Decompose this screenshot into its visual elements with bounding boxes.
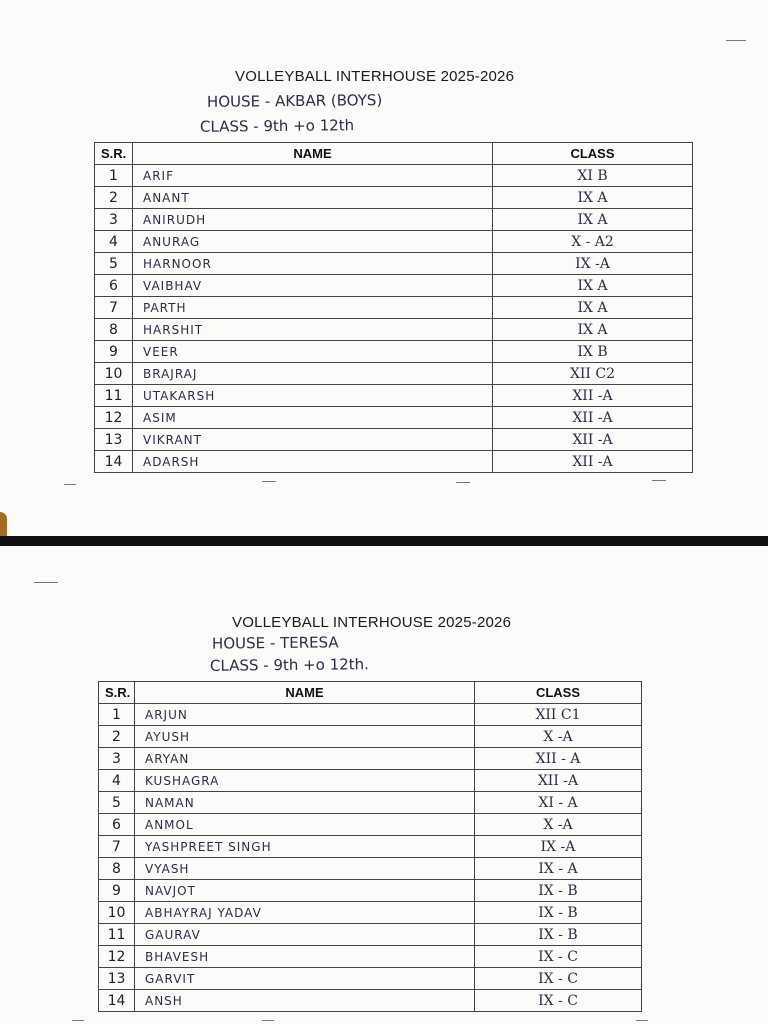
name-cell: ANANT: [133, 187, 493, 209]
table-row: [99, 990, 642, 1012]
pen-mark: [262, 1020, 274, 1021]
class-cell: XII -A: [493, 407, 693, 429]
header-class: CLASS: [493, 143, 693, 165]
sr-cell: 3: [99, 748, 135, 770]
class-cell: XII C1: [475, 704, 642, 726]
sr-cell: 5: [95, 253, 133, 275]
class-cell: XII -A: [493, 451, 693, 473]
pen-mark: [636, 1020, 648, 1021]
class-cell: IX A: [493, 209, 693, 231]
name-cell: AYUSH: [135, 726, 475, 748]
name-cell: VIKRANT: [133, 429, 493, 451]
name-cell: BRAJRAJ: [133, 363, 493, 385]
class-cell: IX - B: [475, 902, 642, 924]
name-cell: KUSHAGRA: [135, 770, 475, 792]
class-cell: IX -A: [475, 836, 642, 858]
name-cell: PARTH: [133, 297, 493, 319]
name-cell: ANMOL: [135, 814, 475, 836]
pen-mark: [726, 40, 746, 41]
class-cell: XI - A: [475, 792, 642, 814]
header-sr: S.R.: [99, 682, 135, 704]
sr-cell: 1: [95, 165, 133, 187]
pen-mark: [262, 481, 276, 482]
table-row: [95, 187, 693, 209]
class-cell: XII - A: [475, 748, 642, 770]
sr-cell: 7: [99, 836, 135, 858]
sr-cell: 10: [95, 363, 133, 385]
sr-cell: 14: [99, 990, 135, 1012]
table-row: [99, 770, 642, 792]
header-name: NAME: [135, 682, 475, 704]
table-row: [99, 924, 642, 946]
class-cell: IX A: [493, 275, 693, 297]
name-cell: ARJUN: [135, 704, 475, 726]
sr-cell: 4: [95, 231, 133, 253]
pen-mark: [456, 482, 470, 483]
sr-cell: 13: [95, 429, 133, 451]
table-header-row: [99, 682, 642, 704]
sr-cell: 11: [99, 924, 135, 946]
class-cell: XII C2: [493, 363, 693, 385]
table-row: [95, 407, 693, 429]
class-cell: IX -A: [493, 253, 693, 275]
sr-cell: 3: [95, 209, 133, 231]
table-row: [95, 451, 693, 473]
name-cell: ADARSH: [133, 451, 493, 473]
sr-cell: 4: [99, 770, 135, 792]
table-row: [95, 231, 693, 253]
table-row: [95, 253, 693, 275]
class-cell: IX A: [493, 319, 693, 341]
header-name: NAME: [133, 143, 493, 165]
table-row: [95, 319, 693, 341]
table-row: [99, 946, 642, 968]
roster-table: [98, 681, 642, 1012]
sr-cell: 9: [95, 341, 133, 363]
class-cell: IX B: [493, 341, 693, 363]
sr-cell: 13: [99, 968, 135, 990]
header-class: CLASS: [475, 682, 642, 704]
sr-cell: 5: [99, 792, 135, 814]
sr-cell: 8: [99, 858, 135, 880]
sr-cell: 12: [99, 946, 135, 968]
sr-cell: 6: [99, 814, 135, 836]
class-cell: IX - B: [475, 924, 642, 946]
class-cell: XII -A: [475, 770, 642, 792]
class-cell: IX A: [493, 187, 693, 209]
name-cell: ABHAYRAJ YADAV: [135, 902, 475, 924]
class-cell: IX - A: [475, 858, 642, 880]
table-row: [95, 341, 693, 363]
class-cell: X - A2: [493, 231, 693, 253]
name-cell: YASHPREET SINGH: [135, 836, 475, 858]
name-cell: ANIRUDH: [133, 209, 493, 231]
house-line: HOUSE - AKBAR (BOYS): [206, 91, 383, 111]
class-cell: XII -A: [493, 429, 693, 451]
sr-cell: 9: [99, 880, 135, 902]
sheet-title: VOLLEYBALL INTERHOUSE 2025-2026: [232, 614, 512, 631]
class-cell: IX - C: [475, 968, 642, 990]
table-row: [99, 902, 642, 924]
table-row: [99, 748, 642, 770]
table-row: [95, 385, 693, 407]
class-cell: XII -A: [493, 385, 693, 407]
sheet-title: VOLLEYBALL INTERHOUSE 2025-2026: [235, 68, 515, 85]
name-cell: HARSHIT: [133, 319, 493, 341]
table-row: [95, 363, 693, 385]
sr-cell: 6: [95, 275, 133, 297]
class-range-line: CLASS - 9th +o 12th: [199, 116, 355, 136]
table-row: [99, 880, 642, 902]
table-row: [95, 429, 693, 451]
sr-cell: 14: [95, 451, 133, 473]
pen-mark: [64, 484, 76, 485]
class-cell: IX - C: [475, 946, 642, 968]
sr-cell: 10: [99, 902, 135, 924]
name-cell: NAMAN: [135, 792, 475, 814]
pen-mark: [34, 582, 58, 583]
class-cell: XI B: [493, 165, 693, 187]
name-cell: VYASH: [135, 858, 475, 880]
name-cell: VAIBHAV: [133, 275, 493, 297]
name-cell: ANURAG: [133, 231, 493, 253]
table-header-row: [95, 143, 693, 165]
name-cell: ASIM: [133, 407, 493, 429]
name-cell: ARYAN: [135, 748, 475, 770]
table-row: [99, 968, 642, 990]
name-cell: ARIF: [133, 165, 493, 187]
house-line: HOUSE - TERESA: [211, 633, 339, 653]
sr-cell: 1: [99, 704, 135, 726]
name-cell: BHAVESH: [135, 946, 475, 968]
roster-table: [94, 142, 693, 473]
class-cell: IX - B: [475, 880, 642, 902]
name-cell: HARNOOR: [133, 253, 493, 275]
table-row: [95, 165, 693, 187]
class-cell: IX A: [493, 297, 693, 319]
table-row: [99, 836, 642, 858]
class-cell: X -A: [475, 726, 642, 748]
sheet-divider: [0, 536, 768, 546]
name-cell: ANSH: [135, 990, 475, 1012]
table-row: [99, 858, 642, 880]
sr-cell: 7: [95, 297, 133, 319]
table-row: [95, 297, 693, 319]
sr-cell: 8: [95, 319, 133, 341]
name-cell: GARVIT: [135, 968, 475, 990]
sr-cell: 2: [95, 187, 133, 209]
name-cell: NAVJOT: [135, 880, 475, 902]
table-row: [99, 726, 642, 748]
class-cell: X -A: [475, 814, 642, 836]
sr-cell: 2: [99, 726, 135, 748]
name-cell: GAURAV: [135, 924, 475, 946]
name-cell: UTAKARSH: [133, 385, 493, 407]
header-sr: S.R.: [95, 143, 133, 165]
name-cell: VEER: [133, 341, 493, 363]
table-row: [95, 209, 693, 231]
table-row: [99, 704, 642, 726]
pen-mark: [72, 1020, 84, 1021]
table-row: [99, 814, 642, 836]
class-range-line: CLASS - 9th +o 12th.: [209, 655, 369, 675]
table-row: [99, 792, 642, 814]
table-row: [95, 275, 693, 297]
sr-cell: 11: [95, 385, 133, 407]
sr-cell: 12: [95, 407, 133, 429]
pen-mark: [652, 480, 666, 481]
class-cell: IX - C: [475, 990, 642, 1012]
